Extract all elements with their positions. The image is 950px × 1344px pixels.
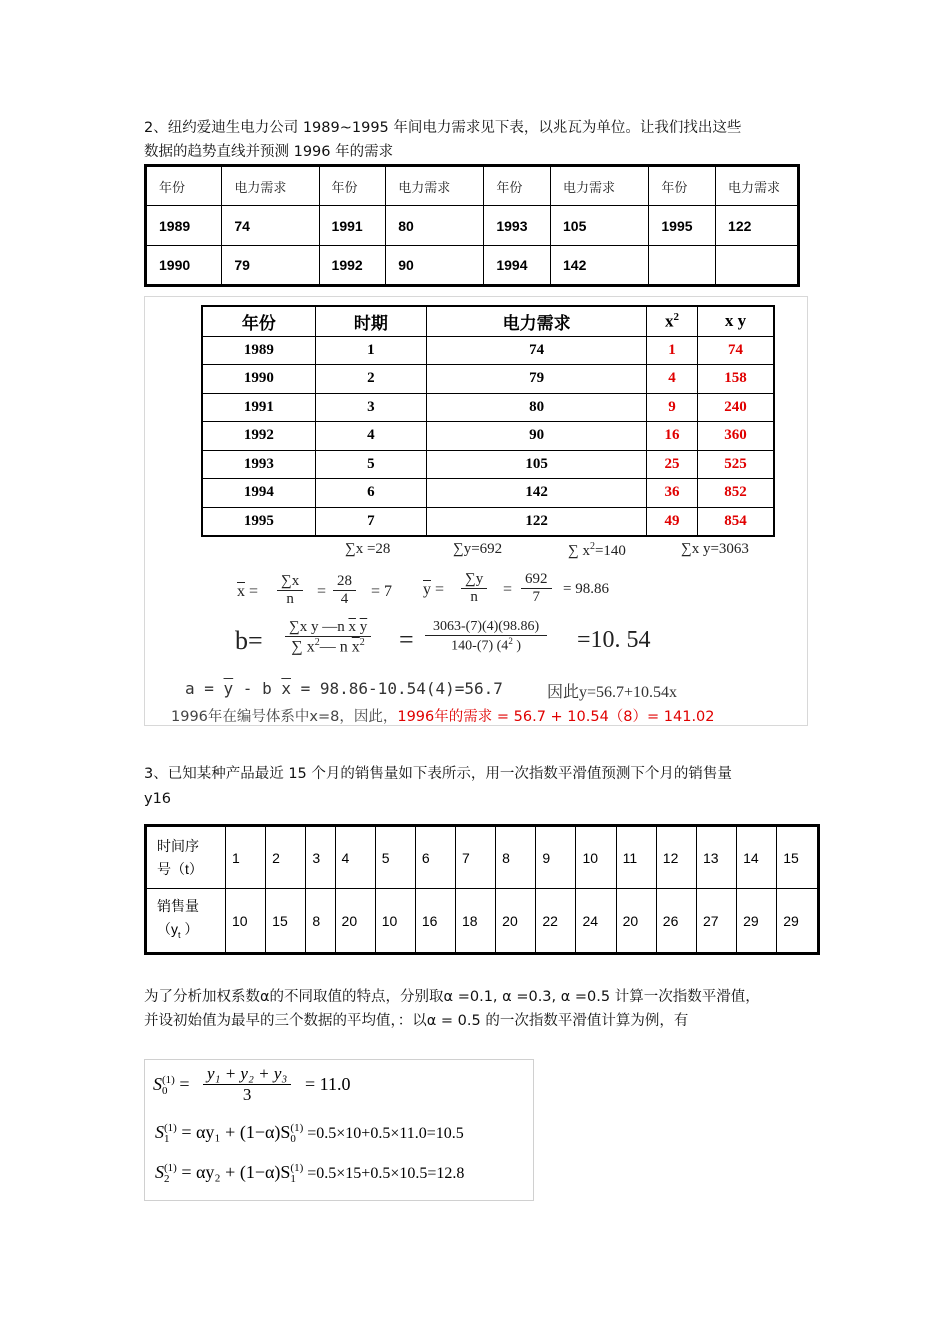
q3-line-1: 3、已知某种产品最近 15 个月的销售量如下表所示，用一次指数平滑值预测下个月的销售量	[144, 766, 732, 782]
table-cell: 122	[716, 206, 799, 246]
formula-mid: = αy₂ + (1−α)S	[176, 1162, 291, 1182]
table-cell: 14	[737, 826, 777, 889]
q3-para-1: 为了分析加权系数α的不同取值的特点，分别取α =0.1, α =0.3, α =0.5 计算一次指数平滑值，	[144, 989, 760, 1005]
table-cell: 29	[777, 889, 819, 954]
formula-s2	[155, 1162, 464, 1185]
table-row	[202, 365, 774, 394]
table-cell: 852	[698, 479, 774, 508]
q2-line-2: 数据的趋势直线并预测 1996 年的需求	[144, 144, 394, 160]
formula-result: =0.5×10+0.5×11.0=10.5	[303, 1125, 464, 1142]
table-cell: 49	[647, 507, 698, 536]
conclusion-text: 1996年在编号体系中x=8，因此，	[171, 709, 398, 725]
table-cell: 122	[427, 507, 647, 536]
row-label: 时间序	[157, 837, 199, 854]
ybar-formula	[423, 581, 444, 599]
table-cell: 10	[576, 826, 616, 889]
den-part: )	[512, 638, 521, 654]
smoothing-formulas	[144, 1059, 534, 1201]
index-stack	[162, 1075, 175, 1097]
table-cell: 105	[427, 450, 647, 479]
table-row	[202, 450, 774, 479]
subscript: 0	[290, 1132, 296, 1145]
numerator: ∑y	[461, 571, 487, 589]
fraction	[277, 573, 303, 608]
conclusion-line	[171, 705, 715, 726]
table-cell: 26	[656, 889, 696, 954]
table-cell: 时期	[315, 306, 427, 336]
fraction	[461, 571, 487, 606]
formula-s0-result: = 11.0	[305, 1074, 351, 1094]
table-cell: 9	[647, 393, 698, 422]
q2-line-1: 2、纽约爱迪生电力公司 1989~1995 年间电力需求见下表，以兆瓦为单位。让我们找出这些	[144, 120, 742, 136]
den-part: 140-(7) (4	[451, 638, 509, 654]
table-row	[202, 507, 774, 536]
xbar-symbol: $\overline{x}$	[351, 638, 360, 656]
table-cell: 240	[698, 393, 774, 422]
row-label: ）	[180, 920, 199, 937]
s-symbol: S	[155, 1162, 164, 1182]
table-cell: 1994	[202, 479, 315, 508]
table-cell: 12	[656, 826, 696, 889]
table-cell: 电力需求	[386, 166, 484, 206]
table-cell: 电力需求	[427, 306, 647, 336]
table-header-row	[202, 306, 774, 336]
table-cell: 142	[551, 246, 649, 286]
xbar-formula	[237, 583, 258, 601]
sum-x: ∑x =28	[345, 541, 391, 557]
superscript: (1)	[290, 1161, 304, 1174]
table-cell: 20	[616, 889, 656, 954]
table-row	[202, 422, 774, 451]
numerator: 3063-(7)(4)(98.86)	[425, 619, 547, 636]
table-cell: 年份	[146, 166, 222, 206]
table-cell: 1994	[484, 246, 551, 286]
table-cell: 6	[415, 826, 455, 889]
num-part: ∑x y —n	[289, 619, 349, 635]
table-cell: 1992	[202, 422, 315, 451]
table-cell: 79	[222, 246, 319, 286]
table-cell: 1993	[484, 206, 551, 246]
xbar-symbol: $\overline{x}$	[281, 679, 291, 698]
equals: =	[399, 625, 414, 654]
superscript: (1)	[164, 1161, 177, 1174]
table-cell: 25	[647, 450, 698, 479]
table-cell: 74	[427, 336, 647, 365]
table-cell: 7	[456, 826, 496, 889]
conclusion-result: 1996年的需求 = 56.7 + 10.54（8）= 141.02	[397, 709, 715, 725]
ybar-result: = 98.86	[563, 581, 609, 597]
ybar-symbol: $\overline{y}$	[423, 581, 431, 598]
table-cell: 电力需求	[716, 166, 799, 206]
table-cell: 525	[698, 450, 774, 479]
table-cell: 20	[496, 889, 536, 954]
a-part: - b	[233, 679, 282, 698]
sales-table	[144, 824, 820, 955]
subscript: 1	[164, 1132, 170, 1145]
table-cell: 20	[335, 889, 375, 954]
b-result: =10. 54	[577, 627, 651, 653]
table-cell: 10	[375, 889, 415, 954]
s-symbol: S	[153, 1074, 162, 1094]
ybar-symbol: $\overline{y}$	[223, 679, 234, 698]
denominator: 3	[242, 1085, 252, 1104]
table-row	[146, 889, 819, 954]
table-cell: 24	[576, 889, 616, 954]
table-cell: 1990	[202, 365, 315, 394]
equals: =	[435, 581, 445, 598]
superscript: (1)	[290, 1121, 304, 1134]
index-stack	[164, 1163, 177, 1185]
table-cell: 年份	[319, 166, 386, 206]
table-cell: 8	[496, 826, 536, 889]
table-cell: 1	[647, 336, 698, 365]
table-cell: 360	[698, 422, 774, 451]
formula-mid: = αy₁ + (1−α)S	[176, 1122, 291, 1142]
index-stack	[290, 1123, 303, 1145]
table-cell: 9	[536, 826, 576, 889]
s-symbol: S	[155, 1122, 164, 1142]
table-cell: 18	[456, 889, 496, 954]
denominator	[285, 637, 371, 656]
superscript: 2	[359, 637, 365, 648]
fraction	[203, 1064, 291, 1105]
table-cell: 11	[616, 826, 656, 889]
superscript: 2	[508, 636, 513, 646]
index-stack	[164, 1123, 177, 1145]
denominator: n	[470, 589, 478, 605]
ybar-symbol: $\overline{y}$	[359, 619, 368, 635]
table-cell: 3	[315, 393, 427, 422]
table-cell: 90	[386, 246, 484, 286]
table-cell: 10	[226, 889, 266, 954]
table-cell: 年份	[202, 306, 315, 336]
sum-x2-b: =140	[594, 543, 626, 559]
therefore-equation: 因此y=56.7+10.54x	[547, 684, 678, 701]
equals: =	[503, 581, 513, 598]
fraction	[521, 571, 552, 606]
table-row	[146, 826, 819, 889]
table-cell: 1995	[649, 206, 716, 246]
superscript: 2	[589, 541, 595, 552]
denominator: 7	[532, 589, 540, 605]
formula-s1	[155, 1122, 464, 1145]
row-label: 号（t）	[157, 860, 203, 877]
sum-x2	[568, 541, 626, 560]
a-part: = 98.86-10.54(4)=56.7	[290, 679, 503, 698]
superscript: (1)	[162, 1073, 175, 1086]
table-cell	[146, 826, 226, 889]
subscript: 2	[164, 1172, 170, 1185]
numerator: y₁ + y₂ + y₃	[203, 1064, 291, 1085]
xbar-symbol: $\overline{x}$	[348, 619, 356, 635]
table-cell: 22	[536, 889, 576, 954]
table-cell: 1995	[202, 507, 315, 536]
numerator: 28	[333, 573, 356, 591]
sum-x2-a: ∑ x	[568, 543, 590, 559]
table-cell: 854	[698, 507, 774, 536]
sums-row	[145, 541, 807, 563]
table-cell: 1991	[202, 393, 315, 422]
table-cell	[647, 306, 698, 336]
table-row	[146, 206, 799, 246]
table-cell: 142	[427, 479, 647, 508]
table-cell: 16	[647, 422, 698, 451]
numerator: 692	[521, 571, 552, 589]
table-cell: 1	[315, 336, 427, 365]
superscript: (1)	[164, 1121, 177, 1134]
table-cell: 4	[315, 422, 427, 451]
regression-table	[201, 305, 775, 537]
table-header-row	[146, 166, 799, 206]
regression-table-body	[202, 336, 774, 536]
table-cell: 80	[427, 393, 647, 422]
formula-s0: S (1) 0 =	[153, 1073, 190, 1097]
table-row	[202, 393, 774, 422]
table-cell	[146, 889, 226, 954]
table-cell: 2	[315, 365, 427, 394]
solution-figure	[144, 296, 808, 726]
den-part: ∑ x	[291, 638, 315, 656]
table-cell: 1990	[146, 246, 222, 286]
a-formula	[185, 679, 503, 698]
table-cell: 90	[427, 422, 647, 451]
table-cell: 29	[737, 889, 777, 954]
table-cell: 16	[415, 889, 455, 954]
equals: =	[249, 583, 259, 600]
table-cell: 1989	[202, 336, 315, 365]
table-cell: 6	[315, 479, 427, 508]
sum-y: ∑y=692	[453, 541, 503, 557]
demand-table	[144, 164, 800, 287]
table-cell	[649, 246, 716, 286]
table-cell: 3	[306, 826, 335, 889]
den-part: — n	[319, 638, 352, 656]
table-cell: 13	[696, 826, 736, 889]
table-row	[146, 246, 799, 286]
table-cell: 4	[335, 826, 375, 889]
formula-result: =0.5×15+0.5×10.5=12.8	[303, 1165, 465, 1182]
q3-line-2: y16	[144, 791, 172, 807]
table-cell: 74	[222, 206, 319, 246]
a-part: a =	[185, 679, 224, 698]
table-cell: 8	[306, 889, 335, 954]
table-cell: 158	[698, 365, 774, 394]
denominator: n	[286, 591, 294, 607]
table-cell: 5	[315, 450, 427, 479]
subscript: 0	[162, 1084, 168, 1097]
table-cell: 年份	[649, 166, 716, 206]
row-label: （y	[157, 920, 178, 937]
table-cell: 1989	[146, 206, 222, 246]
table-cell: 80	[386, 206, 484, 246]
table-cell: 5	[375, 826, 415, 889]
index-stack	[290, 1163, 303, 1185]
table-cell: 7	[315, 507, 427, 536]
sum-xy: ∑x y=3063	[681, 541, 749, 557]
table-cell: 1	[226, 826, 266, 889]
numerator	[285, 619, 371, 637]
subscript: t	[178, 929, 181, 940]
equals: =	[317, 583, 327, 600]
table-cell: 2	[266, 826, 306, 889]
table-cell: 36	[647, 479, 698, 508]
x-squared-label: x	[665, 311, 674, 331]
table-cell: 79	[427, 365, 647, 394]
table-cell: 15	[266, 889, 306, 954]
superscript: 2	[314, 637, 320, 648]
table-cell: 15	[777, 826, 819, 889]
numerator: ∑x	[277, 573, 303, 591]
table-cell: 27	[696, 889, 736, 954]
table-cell: x y	[698, 306, 774, 336]
denominator: 4	[340, 591, 349, 607]
subscript: 1	[290, 1172, 296, 1185]
fraction	[333, 573, 356, 608]
table-cell: 1992	[319, 246, 386, 286]
table-cell: 1993	[202, 450, 315, 479]
table-cell: 105	[551, 206, 649, 246]
table-cell: 4	[647, 365, 698, 394]
fraction	[425, 619, 547, 655]
table-cell: 电力需求	[551, 166, 649, 206]
table-row	[202, 336, 774, 365]
q3-para-2: 并设初始值为最早的三个数据的平均值，：以α = 0.5 的一次指数平滑值计算为例，有	[144, 1013, 689, 1029]
denominator	[425, 636, 547, 655]
table-cell: 电力需求	[222, 166, 319, 206]
xbar-symbol: $\overline{x}$	[237, 583, 245, 600]
row-label: 销售量	[157, 897, 199, 914]
xbar-result: = 7	[371, 583, 393, 600]
table-cell: 74	[698, 336, 774, 365]
table-cell	[716, 246, 799, 286]
b-symbol: b=	[235, 626, 263, 655]
table-cell: 1991	[319, 206, 386, 246]
superscript: 2	[673, 310, 680, 323]
fraction	[285, 619, 371, 656]
table-cell: 年份	[484, 166, 551, 206]
table-row	[202, 479, 774, 508]
